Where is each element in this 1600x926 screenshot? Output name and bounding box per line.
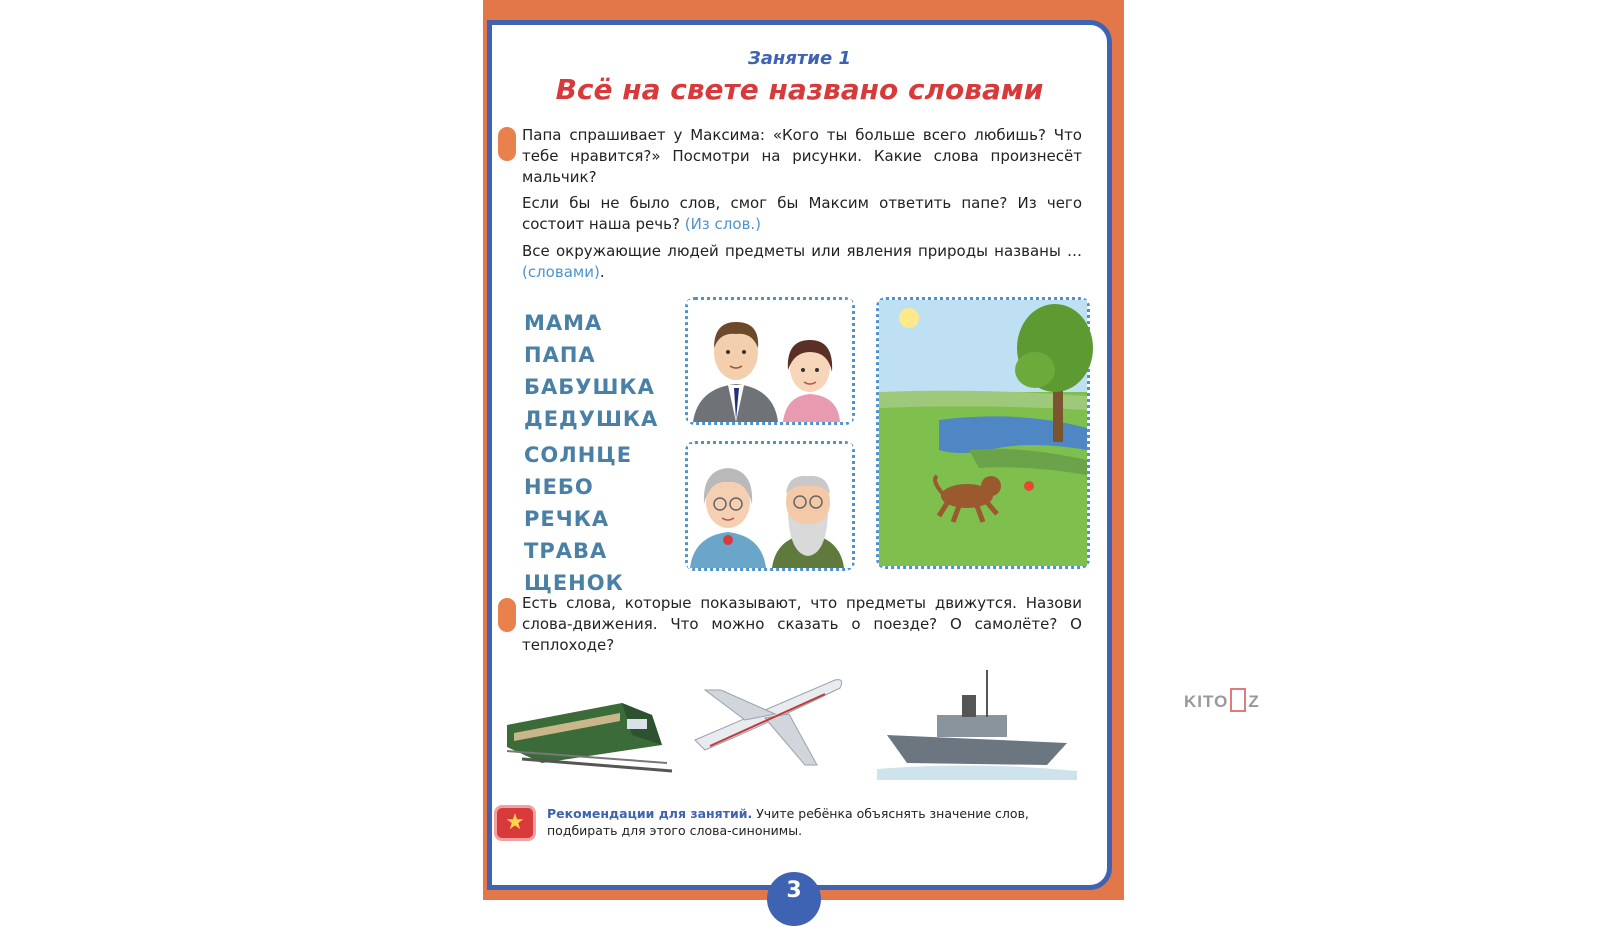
train-photo (502, 675, 677, 779)
lesson-number: Занятие 1 (748, 48, 851, 69)
recommendation-text: Учите ребёнка объяснять значение слов, подбирать для этого слова-синонимы. (547, 806, 1029, 838)
paragraph-text: Есть слова, которые показывают, что предметы движутся. Назови слова-движения. Что можно сказать о поезде? О самолёте? О теплоходе? (522, 594, 1082, 654)
watermark-box-icon (1230, 688, 1246, 712)
answer-text: (Из слов.) (684, 215, 762, 233)
grandparents-illustration (685, 441, 855, 571)
word-item: НЕБО (524, 475, 594, 499)
word-item: БАБУШКА (524, 375, 655, 399)
lesson-title: Всё на свете названо словами (555, 73, 1044, 106)
bullet-marker (498, 127, 516, 161)
watermark-logo (1184, 688, 1260, 712)
book-page (487, 20, 1112, 903)
recommendation-note (547, 805, 1067, 839)
answer-text: (словами) (522, 263, 600, 281)
word-item: МАМА (524, 311, 603, 335)
airplane-photo (685, 670, 850, 779)
paragraph-question (522, 125, 1082, 188)
page-number: 3 (767, 872, 821, 926)
bullet-marker (498, 598, 516, 632)
ship-photo (877, 665, 1077, 784)
star-icon: ★ (494, 805, 536, 841)
paragraph-text: Папа спрашивает у Максима: «Кого ты больше всего любишь? Что тебе нравится?» Посмотри на рисунки. Какие слова произнесёт мальчик? (522, 126, 1082, 186)
paragraph-names (522, 241, 1082, 283)
word-item: ТРАВА (524, 539, 608, 563)
paragraph-text: Все окружающие людей предметы или явления природы названы … (522, 242, 1082, 260)
paragraph-text: Если бы не было слов, смог бы Максим ответить папе? Из чего состоит наша речь? (522, 194, 1082, 233)
word-item: ПАПА (524, 343, 596, 367)
parents-illustration (685, 297, 855, 425)
watermark-left: KITO (1184, 692, 1229, 711)
paragraph-motion (522, 593, 1082, 656)
word-item: ДЕДУШКА (524, 407, 659, 431)
recommendation-label: Рекомендации для занятий. (547, 806, 753, 821)
word-item: РЕЧКА (524, 507, 610, 531)
word-list (524, 307, 674, 599)
paragraph-end: . (599, 263, 605, 281)
paragraph-speech (522, 193, 1082, 235)
watermark-right: Z (1248, 692, 1260, 711)
word-item: ЩЕНОК (524, 571, 624, 595)
landscape-with-puppy-illustration (876, 297, 1090, 569)
word-item: СОЛНЦЕ (524, 443, 633, 467)
